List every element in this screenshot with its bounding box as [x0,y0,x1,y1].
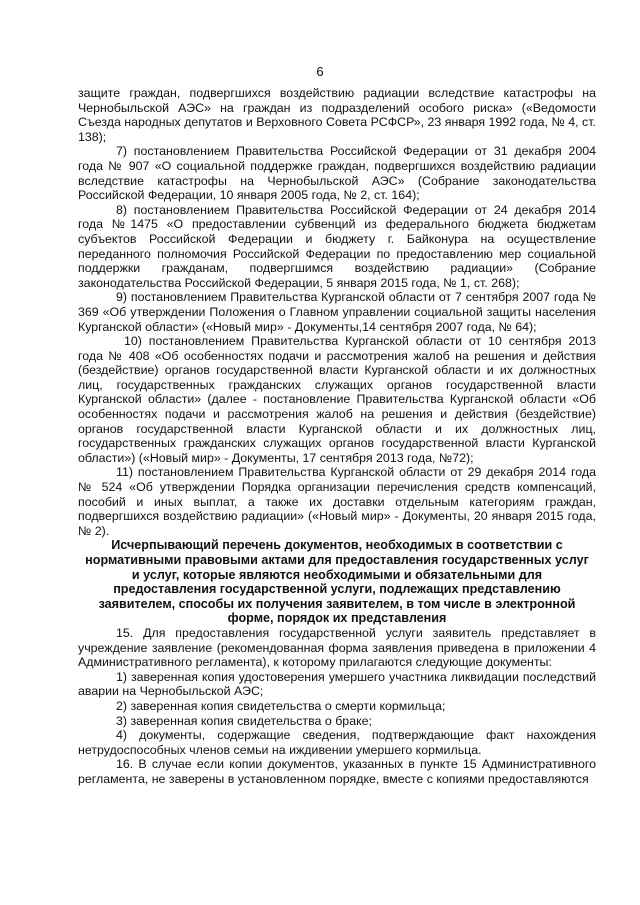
paragraph-item-8: 8) постановлением Правительства Российской Федерации от 24 декабря 2014 года №1475 «О предоставлении субвенций из федерального бюджета бюджетам субъектов Российской Федерации и бюджету г. Байконура на осуществление переданного полномочия Российской Федерации по предоставлению мер социальной поддержки гражданам, подвергшимся воздействию радиации» (Собрание законодательства Российской Федерации, 5 января 2015 года, № 1, ст. 268); [78,202,596,290]
document-body [78,86,596,787]
page-number: 6 [316,64,324,79]
paragraph-item-9: 9) постановлением Правительства Курганской области от 7 сентября 2007 года № 369 «Об утверждении Положения о Главном управлении социальной защиты населения Курганской области» («Новый мир» - Документы,14 сентября 2007 года, № 64); [78,290,596,334]
paragraph-doc-3: 3) заверенная копия свидетельства о браке; [116,713,372,728]
paragraph-doc-1: 1) заверенная копия удостоверения умершего участника ликвидации последствий аварии на Чернобыльской АЭС; [78,669,596,699]
paragraph-doc-4: 4) документы, содержащие сведения, подтверждающие факт нахождения нетрудоспособных членов семьи на иждивении умершего кормильца. [78,728,596,757]
paragraph-continuation: защите граждан, подвергшихся воздействию радиации вследствие катастрофы на Чернобыльской АЭС» на граждан из подразделений особого риска» («Ведомости Съезда народных депутатов и Верховного Совета РСФСР», 23 января 1992 года, № 4, ст. 138); [78,86,596,144]
paragraph-clause-15: 15. Для предоставления государственной услуги заявитель представляет в учреждение заявление (рекомендованная форма заявления приведена в приложении 4 Административного регламента), к которому прилагаются следующие документы: [78,625,596,670]
paragraph-item-11: 11) постановлением Правительства Курганской области от 29 декабря 2014 года № 524 «Об утверждении Порядка организации перечисления средств компенсаций, пособий и иных выплат, а также их доставки отдельным категориям граждан, подвергшихся воздействию радиации» («Новый мир» - Документы, 20 января 2015 года, № 2). [78,465,596,538]
paragraph-clause-16: 16. В случае если копии документов, указанных в пункте 15 Административного регламента, не заверены в установленном порядке, вместе с копиями предоставляются [78,757,596,786]
paragraph-doc-2: 2) заверенная копия свидетельства о смерти кормильца; [116,698,446,713]
paragraph-item-10: 10) постановлением Правительства Курганской области от 10 сентября 2013 года № 408 «Об особенностях подачи и рассмотрения жалоб на решения и действия (бездействие) органов государственной власти Курганской области и их должностных лиц, государственных гражданских служащих органов государственной власти Курганской области» (далее - постановление Правительства Курганской области «Об особенностях подачи и рассмотрения жалоб на решения и действия (бездействие) органов государственной власти Курганской области и их должностных лиц, государственных гражданских служащих органов государственной власти Курганской области») («Новый мир» - Документы, 17 сентября 2013 года, №72); [78,334,596,465]
paragraph-item-7: 7) постановлением Правительства Российской Федерации от 31 декабря 2004 года № 907 «О социальной поддержке граждан, подвергшихся воздействию радиации вследствие катастрофы на Чернобыльской АЭС» (Собрание законодательства Российской Федерации, 10 января 2005 года, № 2, ст. 164); [78,144,596,203]
section-heading: Исчерпывающий перечень документов, необходимых в соответствии с нормативными правовыми актами для предоставления государственных услуг и услуг, которые являются необходимыми и обязательными для предоставления государственной услуги, подлежащих представлению заявителем, способы их получения заявителем, в том числе в электронной форме, порядок их представления [85,538,589,626]
